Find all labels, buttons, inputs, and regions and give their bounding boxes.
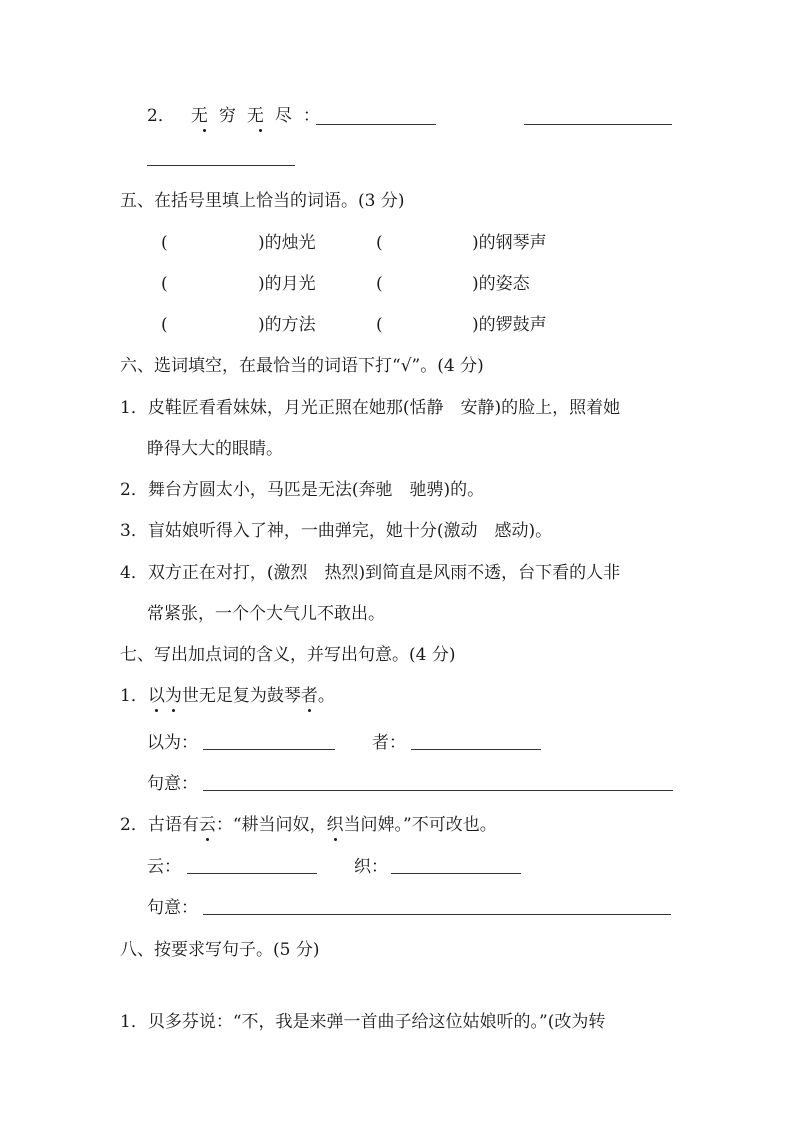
answer-blank[interactable] xyxy=(203,749,335,750)
dotted-char: 无 xyxy=(190,106,219,126)
s7-item-2 xyxy=(120,815,497,835)
q4-item2-line xyxy=(147,106,320,126)
sentence-text: 世无足复为鼓琴 xyxy=(181,686,301,706)
sentence-text: ：“耕当问奴， xyxy=(215,815,327,835)
answer-blank[interactable] xyxy=(391,873,521,874)
item-number: 1． xyxy=(120,686,148,706)
answer-blank[interactable] xyxy=(203,914,671,915)
s8-item-1: 1．贝多芬说：“不，我是来弹一首曲子给这位姑娘听的。”(改为转 xyxy=(120,1012,606,1032)
char: 尽 xyxy=(274,106,303,126)
sentence-text: 当问婢。”不可改也。 xyxy=(343,815,497,835)
label-yiwei: 以为： xyxy=(147,733,198,753)
colon: ： xyxy=(302,106,320,126)
section-6-title: 六、选词填空，在最恰当的词语下打“√”。(4 分) xyxy=(120,356,484,376)
paren-open: ( xyxy=(161,315,168,335)
s6-item-2: 2．舞台方圆太小，马匹是无法(奔驰 驰骋)的。 xyxy=(120,480,485,500)
sentence-text: 。 xyxy=(317,686,335,706)
section-7-title: 七、写出加点词的含义，并写出句意。(4 分) xyxy=(120,645,456,665)
dotted-char: 无 xyxy=(246,106,275,126)
char: 穷 xyxy=(218,106,247,126)
item-number: 2． xyxy=(120,815,148,835)
s7-item-1 xyxy=(120,686,335,706)
s6-item-3: 3．盲姑娘听得入了神，一曲弹完，她十分(激动 感动)。 xyxy=(120,521,553,541)
s6-item-4: 4．双方正在对打，(激烈 热烈)到简直是风雨不透，台下看的人非 xyxy=(120,563,621,583)
section-5-title: 五、在括号里填上恰当的词语。(3 分) xyxy=(120,191,405,211)
s6-item-4-cont: 常紧张，一个个大气儿不敢出。 xyxy=(147,604,385,624)
paren-open: ( xyxy=(376,233,383,253)
label-yun: 云： xyxy=(147,857,181,877)
paren-open: ( xyxy=(376,274,383,294)
dotted-char: 者 xyxy=(300,686,318,706)
fill-in-right: )的姿态 xyxy=(472,274,530,294)
dotted-char: 以 xyxy=(147,686,165,706)
section-8-title: 八、按要求写句子。(5 分) xyxy=(120,940,320,960)
s6-item-1: 1．皮鞋匠看看妹妹，月光正照在她那(恬静 安静)的脸上，照着她 xyxy=(120,398,621,418)
answer-blank[interactable] xyxy=(411,749,541,750)
answer-blank[interactable] xyxy=(187,873,317,874)
fill-in-left: )的方法 xyxy=(258,315,316,335)
label-juyi: 句意： xyxy=(147,774,198,794)
label-juyi: 句意： xyxy=(147,898,198,918)
answer-blank[interactable] xyxy=(147,165,295,166)
paren-open: ( xyxy=(161,274,168,294)
fill-in-left: )的烛光 xyxy=(258,233,316,253)
label-zhe: 者： xyxy=(372,733,406,753)
answer-blank[interactable] xyxy=(316,124,436,125)
answer-blank[interactable] xyxy=(524,124,672,125)
dotted-char: 为 xyxy=(164,686,182,706)
item-number: 2． xyxy=(147,106,175,126)
label-zhi: 织： xyxy=(354,857,388,877)
dotted-char: 云 xyxy=(198,815,216,835)
fill-in-right: )的钢琴声 xyxy=(472,233,547,253)
answer-blank[interactable] xyxy=(203,790,673,791)
paren-open: ( xyxy=(376,315,383,335)
sentence-text: 古语有 xyxy=(147,815,199,835)
s6-item-1-cont: 睁得大大的眼睛。 xyxy=(147,439,283,459)
paren-open: ( xyxy=(161,233,168,253)
fill-in-right: )的锣鼓声 xyxy=(472,315,547,335)
fill-in-left: )的月光 xyxy=(258,274,316,294)
dotted-char: 织 xyxy=(326,815,344,835)
